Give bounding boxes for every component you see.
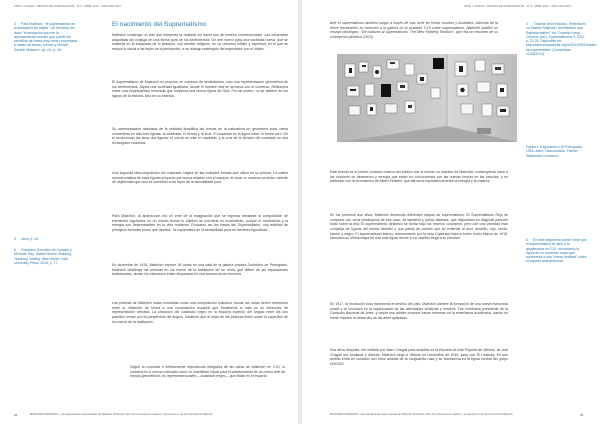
page-gutter [298, 0, 302, 424]
section-title: El nacimiento del Suprematismo [112, 21, 207, 28]
footnote-number: 5 [14, 237, 16, 241]
footnote-4 [526, 22, 598, 57]
footnote-text: Para Malevich, "el suprematismo es la sensación sin objeto", en términos del autor "la sensación pura en la representación mental, que puede ser percibida de forma muy clara y expresada a través de líneas, colores y formas". Kazimir Malevich, op. cit., p. 45. [14, 22, 78, 52]
footnote-text: Francisco González de Canales y Nicholas Ray, Rafael Moneo: Building, Teaching, Writing. New Haven: Yale University Press, 2015, p. 77. [14, 248, 72, 265]
footnote-number: 6 [14, 248, 16, 252]
paragraph: Las pinturas de Malevich están montadas como una composición colectiva, donde las obras tienen relaciones entre sí. Malevich da forma a una composición espacial que transforma la sala en un escenario de representación artística. La ubicación del cuadrado negro en la esquina superior del ángulo entre las dos paredes rompe con la perspectiva del ángulo, haciendo que el resto de las pinturas floten sobre la superficie de los muros de la habitación. [112, 301, 288, 324]
paragraph: En diciembre de 1915, Malevich expone 39 obras en una sala de la galería privada Dobichina de Petrogrado. Malevich distribuye las pinturas en los muros de la habitación de un modo que difiere de las exposiciones tradicionales, donde los elementos están dispuestos en una secuencia de recorrido. [112, 263, 288, 277]
footnote-6 [14, 248, 78, 265]
footnote-text: Idem, p. 34. [21, 237, 39, 241]
footnote-text: "Objecte vivent Mondo. Reflections on Kazimir Malevich: Architecture and Representation", en: Cornelia Kemp, Chronos (ed.), Suprematismus 3, 2012. p. 23-25. Disponible en: http://www.ecupadorial.org/m/2014/05/10/artes-de-suprematism/ (Consultado 12/06/2014). [526, 22, 598, 57]
running-header-right: ARTE Y CIUDAD - REVISTA DE INVESTIGACIÓN - Nº 5 - ABRIL 2014 - ISSN 2254-2337 [464, 5, 571, 8]
footnote-3 [14, 22, 78, 52]
paragraph: Para Malevich, la abstracción era un ente de la imaginación que se expresa mediante la composición de elementos ingrávidos en un mundo donde lo objetivo se convierte en movimiento, porque el movimiento y la energía son determinantes en la vida moderna. Proclamó así las bases del Suprematismo, una estética de principios formales puros que declara: "la supremacía de la sensibilidad pura en las artes figurativas". [112, 214, 288, 232]
paragraph: Una segunda descomposición del cuadrado origina en las múltiples formas que utiliza en su pintura. La matriz monocromática de esas figuras propone una nueva relación con el espacio, al crear un universo pictórico carente de objetividad que sólo es sometido a las leyes de la sensibilidad pura. [112, 171, 288, 185]
footnote-number: 4 [526, 22, 528, 26]
paragraph: Este evento es el primer contacto masivo del público con el mundo no objetivo de Malevich, construyendo base a las nociones de dinamismo y energía que están en concordancia con las nuevas teorías en las ciencias, y en particular con la formulación de Albert Einstein, que afirma la equivalencia entre la energía y la materia. [330, 170, 508, 184]
page-number-right: 85 [580, 413, 584, 417]
paragraph: Dos años después, fue invitado por Marc Chagall para enseñar en la Escuela de Arte Popular de Vitebsk, de cual Chagall era fundador y director. Malevich llegó a Vitebsk en noviembre de 1919, junto con El Lissitzky. En ese ámbito entra en contacto con otros artistas de la vanguardia rusa y se transforma en la figura central del grupo UNOVIS. [330, 348, 508, 366]
paragraph: El suprematismo de Malevich no propone un universo de sentimientos, sino una representación geométrica de los sentimientos. Aspira una sociedad igualitaria, donde el hombre viva en armonía con el Universo. Reflexiona sobre una espiritualidad renovada que conjetura una nueva figura de Dios. Por tal motivo, no se detiene en los signos de la historia, sino en su esencia. [112, 80, 288, 98]
footer-left: MARGARITA BARRETO - Las arquitecturas suprematistas de Malevich. Reflexión sobre los conceptos de espacio y percepción en la obra de Kazimir Malevich [30, 413, 213, 416]
paragraph: En 1917, la revolución rusa transforma el destino del país. Malevich adhiere la formación de una nueva estructura social y se involucra en la organización de las actividades artísticas y museos. Fue nombrado presidente de la Comisión Nacional de Artes, y desde ese ámbito propone varias reformas en la enseñanza académica, dando un fuerte impulso al desarrollo de las artes aplicadas. [330, 302, 508, 320]
quote-paragraph: Arte el suprematismo también surgió a través de una serie de textos escritos y ilustrados. Además de la breve declaración en conexión a la galería en la posterior 0,10 sobre suprematismo, Malevich publicó un ensayo ontológico, "De cubismo al suprematismo. The New Painterly Realism", que era un resumen de su concepción pictórica (1915). [330, 21, 498, 39]
exhibition-photo [337, 54, 517, 142]
exhibition-photo-graphic [337, 54, 517, 142]
footnote-text: En este fragmento puede verse que el suprematismo se abre a la arquitectura en 0,10, anunciando la figura de un cuadrado negro que representa a una "nueva realidad" sobre el espacio arquitectónico. [526, 238, 587, 264]
paragraph: En los primeros dos años, Malevich desarrolla diferentes etapas de suprematismo. El Suprematismo Rojo se compone con otros rectángulos de ese color, de tamaños y pesos distintos, que dispuestos en diagonal parecen flotar sobre la tela. El suprematismo dinámico se funda bajo los mismos conceptos, pero con una variedad más compleja de figuras del mismo tamaño y una paleta de colores que se extiende al azul, amarillo, rojo, verde, blanco y negro. El suprematismo blanco, representado por la obra Cuadrado blanco sobre fondo blanco de 1918, simboliza su última etapa de una sola figura donde lo no objetivo llega a su plenitud. [330, 213, 508, 241]
footer-right: MARGARITA BARRETO - Las arquitecturas suprematistas de Malevich. Reflexión sobre los conceptos de espacio y percepción en la obra de Kazimir Malevich [330, 413, 513, 416]
running-header-left: ARTE Y CIUDAD - REVISTA DE INVESTIGACIÓN - Nº 5 - ABRIL 2014 - ISSN 2254-2337 [14, 5, 121, 8]
figure-caption: Figura 1. Exposición 0,10 Petrogrado, 1915. Autor: Desconocido. Fuente: Wikimedia Commons. [526, 145, 583, 158]
paragraph: Su representación abstracta de la realidad simplifica las formas de la naturaleza en geometría pura, hasta convertirlas en sólo tres figuras: el cuadrado, el círculo y la cruz. El cuadrado es la figura base, la forma cero. De él evolucionan las otras dos figuras: el círculo al rotar el cuadrado, y la cruz de la división del cuadrado en dos rectángulos cruzados. [112, 127, 288, 145]
quote-paragraph: Según la conocida e infinitamente reproducida fotografía de las obras de Malevich en 0,10, lo muestra en sí mismo colocado como un manifiesto visual para el advenimiento de un nuevo arte de formas geométricas no representacionales —cuadrado negro— que flotan en el espacio. [130, 365, 285, 379]
footnote-number: 3 [14, 22, 16, 26]
footnote-5 [526, 238, 588, 264]
paragraph: Malevich construye un arte que interpreta la realidad sin hacer uso de medios convencionales. Las influencias adquiridas las conjuga en una forma pura de los sentimientos. Un arte nuevo para una sociedad nueva, que se sustenta en la búsqueda de lo absoluto, con sentido religioso, en un universo infinito y espiritual, en el que se reduce lo visual a las leyes de la percepción, a un diálogo restringido del espectador con el objeto. [112, 33, 288, 51]
footnote-5 [14, 237, 78, 241]
page-number-left: 84 [14, 413, 18, 417]
footnote-number: 5 [526, 238, 528, 242]
